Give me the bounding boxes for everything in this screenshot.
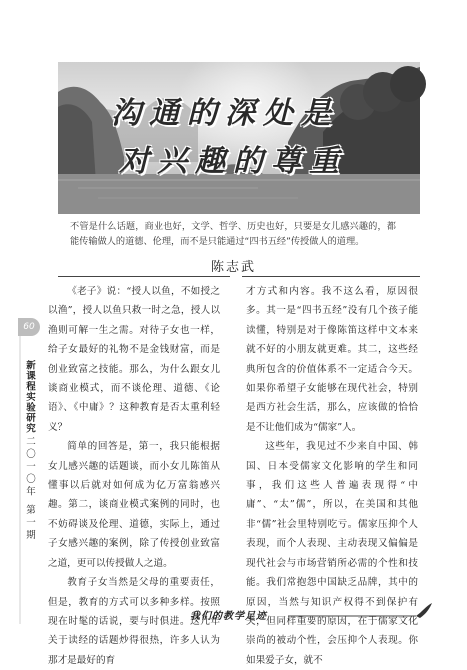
body-paragraph: 这些年，我见过不少来自中国、韩国、日本受儒家文化影响的学生和同事，我们这些人普遍表现得“中庸”、“太”儒”，所以，在美国和其他非“儒”社会里特别吃亏。儒家压抑个人表现，而个人表现、主动表现又偏偏是现代社会与市场营销所必需的个性和技能。我们常抱怨中国缺乏品牌，其中的原因，当然与知识产权得不到保护有关，但同样重要的原因，在于儒家文化崇尚的被动个性，会压抑个人表现。你如果爱子女，就不 — [246, 441, 418, 666]
body-paragraph: 教育子女当然是父母的重要责任，但是，教育的方式可以多种多样。按照现在时髦的话说，要与时俱进。这几年关于读经的话题炒得很热，许多人认为那才是最好的育 — [48, 577, 220, 666]
footer-section-label: 我们的教学足迹 — [190, 611, 267, 622]
journal-name: 新课程实验研究 — [24, 360, 35, 434]
page-number: 60 — [18, 318, 40, 336]
divider-right — [242, 276, 420, 277]
body-paragraph: 简单的回答是，第一，我只能根据女儿感兴趣的话题谈，而小女儿陈笛从懂事以后就对如何成为亿万富翁感兴趣。第二，谈商业模式案例的同时，也不妨碍谈及伦理、道德，实际上，通过子女感兴趣的案例，除了传授创业致富之道，更可以传授做人之道。 — [48, 441, 220, 569]
banner-image — [58, 62, 420, 214]
body-column-left — [48, 282, 220, 666]
pen-nib-icon — [416, 603, 432, 618]
body-column-right — [246, 282, 418, 666]
body-paragraph: 才方式和内容。我不这么看，原因很多。其一是“四书五经”没有几个孩子能读懂，特别是对于像陈笛这样中文本来就不好的小朋友就更难。其二，这些经典所包含的价值体系不一定适合今天。如果你希望子女能够在现代社会，特别是西方社会生活，那么，应该做的恰恰是不让他们成为“儒家”人。 — [246, 286, 418, 433]
footer-pen-line — [286, 602, 436, 624]
divider-left — [58, 276, 230, 277]
body-paragraph: 《老子》说：“授人以鱼，不如授之以渔”，授人以鱼只救一时之急，授人以渔则可解一生之需。对待子女也一样，给子女最好的礼物不是金钱财富，而是创业致富之技能。那么，为什么跟女儿谈商业模式，而不谈伦理、道德、《论语》、《中庸》？这种教育是否太重利轻义？ — [48, 286, 220, 433]
author-name: 陈志武 — [210, 260, 256, 275]
article-intro: 不管是什么话题，商业也好，文学、哲学、历史也好，只要是女儿感兴趣的，都能传输做人的道德、伦理，而不是只能通过“四书五经”传授做人的道理。 — [70, 221, 396, 247]
journal-issue: 二〇一〇年 第一期 — [24, 436, 35, 543]
banner-title-line2: 对兴趣的尊重 — [119, 144, 347, 179]
banner-title-line1: 沟通的深处是 — [111, 96, 339, 131]
